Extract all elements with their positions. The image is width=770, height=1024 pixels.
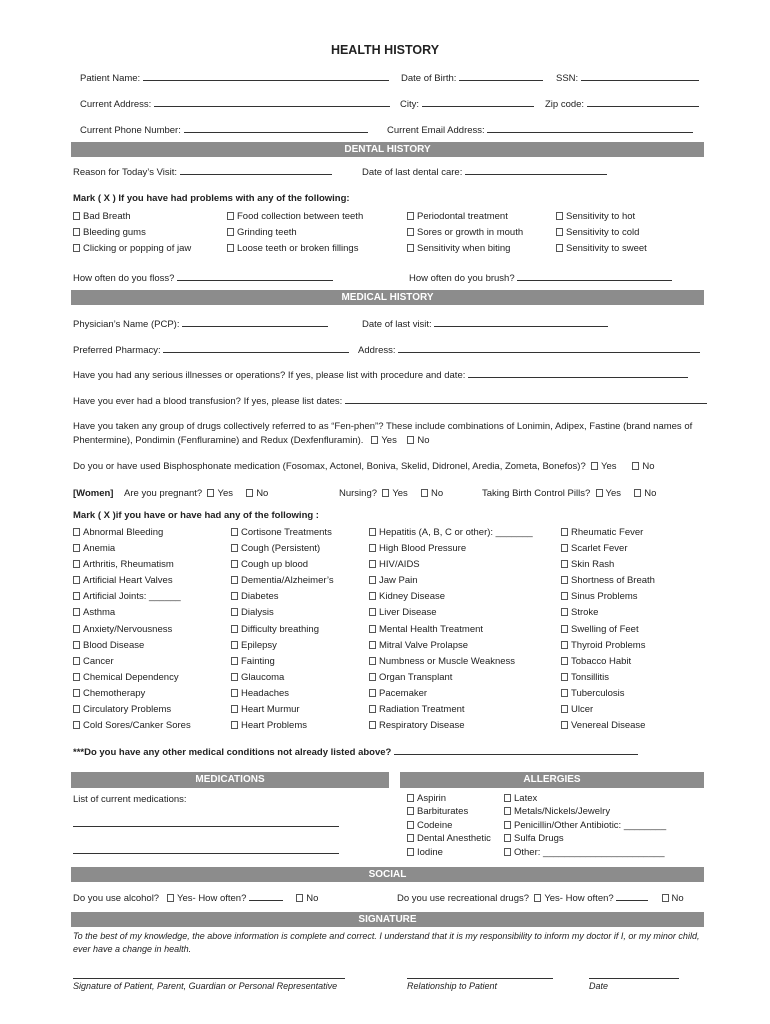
medical-checkbox-item[interactable]: Diabetes	[231, 589, 334, 605]
medical-checkbox-item[interactable]: Difficulty breathing	[231, 622, 334, 638]
last-visit-field[interactable]	[434, 318, 608, 327]
other-conditions-question: ***Do you have any other medical conditions not already listed above?	[73, 747, 392, 758]
checkbox-icon	[504, 794, 511, 802]
checkbox-icon	[561, 576, 568, 584]
medication-line-2[interactable]	[73, 845, 339, 857]
last-dental-label: Date of last dental care:	[362, 167, 463, 178]
medical-checkbox-item[interactable]: Glaucoma	[231, 670, 334, 686]
checkbox-icon	[73, 721, 80, 729]
medical-checkbox-item[interactable]: HIV/AIDS	[369, 557, 533, 573]
allergies-col-2	[504, 792, 666, 859]
checkbox-icon	[407, 834, 414, 842]
dental-checkbox-item[interactable]: Sensitivity to cold	[556, 225, 647, 241]
checkbox-icon[interactable]	[534, 894, 541, 902]
allergies-header: ALLERGIES	[400, 772, 704, 788]
brush-label: How often do you brush?	[409, 273, 515, 284]
allergy-checkbox-item[interactable]: Other: _______________________	[504, 846, 666, 859]
last-visit-label: Date of last visit:	[362, 319, 432, 330]
date-label: Date	[589, 981, 609, 991]
checkbox-icon	[561, 673, 568, 681]
checkbox-icon[interactable]	[662, 894, 669, 902]
email-label: Current Email Address:	[387, 125, 485, 136]
checkbox-icon	[369, 705, 376, 713]
checkbox-icon	[561, 705, 568, 713]
medical-col-4	[561, 525, 655, 734]
address-field[interactable]	[154, 98, 390, 107]
medical-checkbox-item[interactable]: Jaw Pain	[369, 573, 533, 589]
last-dental-field[interactable]	[465, 166, 607, 175]
reason-label: Reason for Today’s Visit:	[73, 167, 178, 178]
checkbox-icon[interactable]	[421, 489, 428, 497]
physician-label: Physician’s Name (PCP):	[73, 319, 180, 330]
medical-checkbox-item[interactable]: Dialysis	[231, 605, 334, 621]
checkbox-icon[interactable]	[596, 489, 603, 497]
medical-checkbox-item[interactable]: Respiratory Disease	[369, 718, 533, 734]
checkbox-icon	[231, 625, 238, 633]
medical-checkbox-item[interactable]: Cough up blood	[231, 557, 334, 573]
fenphen-question: Have you taken any group of drugs collectively referred to as “Fen-phen”? These include combinations of Lonimin, Adipex, Fastine (brand names of Phentermine), Pondimin (Fenfluramine) and Redux (Dexfenfluramin). Yes No	[73, 421, 693, 446]
checkbox-icon	[73, 560, 80, 568]
checkbox-icon	[73, 608, 80, 616]
address-label: Current Address:	[80, 99, 152, 110]
checkbox-icon	[369, 673, 376, 681]
pharmacy-field[interactable]	[163, 344, 349, 353]
checkbox-icon	[73, 657, 80, 665]
pregnant-question: Are you pregnant?	[124, 488, 203, 499]
dental-checkbox-item[interactable]: Sensitivity to sweet	[556, 241, 647, 257]
medical-checkbox-item[interactable]: Liver Disease	[369, 605, 533, 621]
checkbox-icon	[231, 705, 238, 713]
checkbox-icon	[231, 528, 238, 536]
checkbox-icon	[369, 608, 376, 616]
checkbox-icon	[561, 608, 568, 616]
women-label: [Women]	[73, 488, 114, 499]
checkbox-icon	[73, 212, 80, 220]
medical-checkbox-item[interactable]: Organ Transplant	[369, 670, 533, 686]
zip-field[interactable]	[587, 98, 699, 107]
medical-checkbox-item[interactable]: Cough (Persistent)	[231, 541, 334, 557]
brush-row	[409, 272, 672, 284]
relationship-label: Relationship to Patient	[407, 981, 498, 991]
dental-history-header: DENTAL HISTORY	[71, 142, 704, 157]
dental-col-4	[556, 209, 647, 257]
zip-label: Zip code:	[545, 99, 585, 110]
checkbox-icon[interactable]	[407, 436, 414, 444]
checkbox-icon	[369, 560, 376, 568]
medical-checkbox-item[interactable]: Kidney Disease	[369, 589, 533, 605]
city-field[interactable]	[422, 98, 534, 107]
patient-name-row	[80, 72, 389, 84]
medical-checkbox-item[interactable]: Tobacco Habit	[561, 654, 655, 670]
dental-checkbox-item[interactable]: Bleeding gums	[73, 225, 191, 241]
pharmacy-row	[73, 344, 349, 356]
checkbox-icon	[504, 821, 511, 829]
medical-checkbox-item[interactable]: Arthritis, Rheumatism	[73, 557, 191, 573]
medical-checkbox-item[interactable]: Fainting	[231, 654, 334, 670]
checkbox-icon	[231, 641, 238, 649]
signature-header: SIGNATURE	[71, 912, 704, 927]
checkbox-icon	[556, 244, 563, 252]
checkbox-icon	[561, 689, 568, 697]
medical-checkbox-item[interactable]: Sinus Problems	[561, 589, 655, 605]
checkbox-icon	[369, 689, 376, 697]
medical-checkbox-item[interactable]: Stroke	[561, 605, 655, 621]
dental-checkbox-item[interactable]: Grinding teeth	[227, 225, 363, 241]
medical-checkbox-item[interactable]: Epilepsy	[231, 638, 334, 654]
medical-checkbox-item[interactable]: Anemia	[73, 541, 191, 557]
checkbox-icon	[561, 625, 568, 633]
phone-label: Current Phone Number:	[80, 125, 181, 136]
patient-name-label: Patient Name:	[80, 73, 141, 84]
medical-checkbox-item[interactable]: Rheumatic Fever	[561, 525, 655, 541]
dental-checkbox-item[interactable]: Periodontal treatment	[407, 209, 523, 225]
medical-checkbox-item[interactable]: Heart Murmur	[231, 702, 334, 718]
last-dental-row	[362, 166, 607, 178]
dental-col-3	[407, 209, 523, 257]
dental-checkbox-item[interactable]: Sores or growth in mouth	[407, 225, 523, 241]
medical-checkbox-item[interactable]: High Blood Pressure	[369, 541, 533, 557]
checkbox-icon	[227, 212, 234, 220]
medical-checkbox-item[interactable]: Cancer	[73, 654, 191, 670]
checkbox-icon	[504, 848, 511, 856]
bisphos-row: Do you or have used Bisphosphonate medication (Fosomax, Actonel, Boniva, Skelid, Didronel, Aredia, Zometa, Bonefos)? Yes No	[73, 461, 655, 472]
checkbox-icon[interactable]	[207, 489, 214, 497]
checkbox-icon	[561, 641, 568, 649]
medical-mark-label: Mark ( X )if you have or have had any of the following :	[73, 510, 319, 521]
floss-label: How often do you floss?	[73, 273, 175, 284]
checkbox-icon	[369, 625, 376, 633]
checkbox-icon	[73, 576, 80, 584]
phone-field[interactable]	[184, 124, 368, 133]
signature-label: Signature of Patient, Parent, Guardian or Personal Representative	[73, 981, 338, 991]
checkbox-icon[interactable]	[634, 489, 641, 497]
medical-checkbox-item[interactable]: Blood Disease	[73, 638, 191, 654]
checkbox-icon	[407, 794, 414, 802]
medical-checkbox-item[interactable]: Asthma	[73, 605, 191, 621]
checkbox-icon	[369, 528, 376, 536]
checkbox-icon	[231, 544, 238, 552]
medical-checkbox-item[interactable]: Thyroid Problems	[561, 638, 655, 654]
floss-row	[73, 272, 333, 284]
checkbox-icon	[407, 848, 414, 856]
dob-label: Date of Birth:	[401, 73, 457, 84]
medical-checkbox-item[interactable]: Tonsillitis	[561, 670, 655, 686]
checkbox-icon	[407, 244, 414, 252]
checkbox-icon	[407, 821, 414, 829]
physician-field[interactable]	[182, 318, 328, 327]
medical-col-1	[73, 525, 191, 734]
medical-checkbox-item[interactable]: Artificial Joints: ______	[73, 589, 191, 605]
alcohol-question: Do you use alcohol?	[73, 893, 160, 904]
dob-row	[401, 72, 543, 84]
checkbox-icon	[369, 657, 376, 665]
checkbox-icon	[73, 689, 80, 697]
dental-mark-label: Mark ( X ) If you have had problems with any of the following:	[73, 193, 350, 204]
checkbox-icon	[73, 544, 80, 552]
ssn-label: SSN:	[556, 73, 579, 84]
checkbox-icon	[231, 721, 238, 729]
medical-checkbox-item[interactable]: Circulatory Problems	[73, 702, 191, 718]
dental-col-2	[227, 209, 363, 257]
checkbox-icon[interactable]	[246, 489, 253, 497]
nursing-question: Nursing?	[339, 488, 378, 499]
checkbox-icon	[231, 689, 238, 697]
medical-checkbox-item[interactable]: Scarlet Fever	[561, 541, 655, 557]
medical-checkbox-item[interactable]: Pacemaker	[369, 686, 533, 702]
signature-statement: To the best of my knowledge, the above information is complete and correct. I understand that it is my responsibility to inform my doctor if I, or my minor child, ever have a change in health.	[73, 931, 700, 954]
medical-history-header: MEDICAL HISTORY	[71, 290, 704, 305]
checkbox-icon	[369, 544, 376, 552]
medical-checkbox-item[interactable]: Cold Sores/Canker Sores	[73, 718, 191, 734]
checkbox-icon	[369, 576, 376, 584]
medical-checkbox-item[interactable]: Dementia/Alzheimer’s	[231, 573, 334, 589]
ssn-row	[556, 72, 699, 84]
checkbox-icon	[231, 673, 238, 681]
checkbox-icon	[561, 592, 568, 600]
illness-row	[73, 369, 688, 381]
checkbox-icon	[227, 244, 234, 252]
medical-checkbox-item[interactable]: Mitral Valve Prolapse	[369, 638, 533, 654]
medication-line-1[interactable]	[73, 818, 339, 830]
checkbox-icon	[227, 228, 234, 236]
illness-question: Have you had any serious illnesses or operations? If yes, please list with procedure and date:	[73, 370, 466, 381]
patient-name-field[interactable]	[143, 72, 389, 81]
pharmacy-address-row	[358, 344, 700, 356]
medical-checkbox-item[interactable]: Tuberculosis	[561, 686, 655, 702]
medical-checkbox-item[interactable]: Headaches	[231, 686, 334, 702]
brush-field[interactable]	[517, 272, 672, 281]
medical-checkbox-item[interactable]: Mental Health Treatment	[369, 622, 533, 638]
allergy-checkbox-item[interactable]: Penicillin/Other Antibiotic: ________	[504, 819, 666, 832]
medical-checkbox-item[interactable]: Swelling of Feet	[561, 622, 655, 638]
medical-checkbox-item[interactable]: Chemical Dependency	[73, 670, 191, 686]
illness-field[interactable]	[468, 369, 688, 378]
phone-row	[80, 124, 368, 136]
floss-field[interactable]	[177, 272, 333, 281]
pharmacy-label: Preferred Pharmacy:	[73, 345, 161, 356]
reason-row	[73, 166, 332, 178]
reason-field[interactable]	[180, 166, 332, 175]
checkbox-icon	[504, 807, 511, 815]
alcohol-frequency-field[interactable]	[249, 892, 283, 901]
alcohol-row: Do you use alcohol? Yes- How often? No	[73, 893, 319, 904]
email-field[interactable]	[487, 124, 693, 133]
drugs-question: Do you use recreational drugs?	[397, 893, 530, 904]
checkbox-icon	[231, 592, 238, 600]
dental-checkbox-item[interactable]: Bad Breath	[73, 209, 191, 225]
allergy-checkbox-item[interactable]: Sulfa Drugs	[504, 832, 666, 845]
checkbox-icon	[73, 625, 80, 633]
nursing-row: Nursing? Yes No	[339, 488, 444, 499]
checkbox-icon[interactable]	[167, 894, 174, 902]
medical-col-2	[231, 525, 334, 734]
dental-col-1	[73, 209, 191, 257]
checkbox-icon	[73, 244, 80, 252]
checkbox-icon	[369, 641, 376, 649]
dental-checkbox-item[interactable]: Sensitivity to hot	[556, 209, 647, 225]
dental-checkbox-item[interactable]: Loose teeth or broken fillings	[227, 241, 363, 257]
medical-checkbox-item[interactable]: Anxiety/Nervousness	[73, 622, 191, 638]
transfusion-question: Have you ever had a blood transfusion? If yes, please list dates:	[73, 396, 343, 407]
medical-checkbox-item[interactable]: Radiation Treatment	[369, 702, 533, 718]
social-header: SOCIAL	[71, 867, 704, 882]
medical-checkbox-item[interactable]: Skin Rash	[561, 557, 655, 573]
medical-checkbox-item[interactable]: Venereal Disease	[561, 718, 655, 734]
physician-row	[73, 318, 328, 330]
dental-checkbox-item[interactable]: Clicking or popping of jaw	[73, 241, 191, 257]
medical-checkbox-item[interactable]: Numbness or Muscle Weakness	[369, 654, 533, 670]
allergy-checkbox-item[interactable]: Metals/Nickels/Jewelry	[504, 805, 666, 818]
checkbox-icon[interactable]	[632, 462, 639, 470]
transfusion-field[interactable]	[345, 395, 707, 404]
birth-control-question: Taking Birth Control Pills?	[482, 488, 591, 499]
pharmacy-address-label: Address:	[358, 345, 396, 356]
women-row: [Women] Are you pregnant? Yes No	[73, 488, 269, 499]
transfusion-row	[73, 395, 707, 407]
allergy-checkbox-item[interactable]: Dental Anesthetic	[407, 832, 491, 845]
zip-row	[545, 98, 699, 110]
checkbox-icon	[561, 721, 568, 729]
checkbox-icon	[407, 212, 414, 220]
checkbox-icon	[73, 228, 80, 236]
checkbox-icon	[561, 657, 568, 665]
dob-field[interactable]	[459, 72, 543, 81]
checkbox-icon[interactable]	[296, 894, 303, 902]
checkbox-icon[interactable]	[591, 462, 598, 470]
checkbox-icon	[504, 834, 511, 842]
allergies-col-1	[407, 792, 491, 859]
checkbox-icon	[556, 228, 563, 236]
allergy-checkbox-item[interactable]: Aspirin	[407, 792, 491, 805]
allergy-checkbox-item[interactable]: Codeine	[407, 819, 491, 832]
medical-checkbox-item[interactable]: Abnormal Bleeding	[73, 525, 191, 541]
medical-checkbox-item[interactable]: Artificial Heart Valves	[73, 573, 191, 589]
address-row	[80, 98, 390, 110]
checkbox-icon[interactable]	[382, 489, 389, 497]
checkbox-icon	[231, 560, 238, 568]
ssn-field[interactable]	[581, 72, 699, 81]
checkbox-icon	[561, 560, 568, 568]
email-row	[387, 124, 693, 136]
drugs-frequency-field[interactable]	[616, 892, 648, 901]
checkbox-icon	[369, 721, 376, 729]
other-conditions-field[interactable]	[394, 746, 638, 755]
medical-checkbox-item[interactable]: Chemotherapy	[73, 686, 191, 702]
medical-checkbox-item[interactable]: Shortness of Breath	[561, 573, 655, 589]
dental-checkbox-item[interactable]: Sensitivity when biting	[407, 241, 523, 257]
pharmacy-address-field[interactable]	[398, 344, 700, 353]
last-visit-row	[362, 318, 608, 330]
birth-control-row: Taking Birth Control Pills? Yes No	[482, 488, 657, 499]
city-label: City:	[400, 99, 419, 110]
page-title: HEALTH HISTORY	[330, 43, 440, 57]
city-row	[400, 98, 534, 110]
checkbox-icon	[561, 528, 568, 536]
checkbox-icon	[231, 576, 238, 584]
allergy-checkbox-item[interactable]: Latex	[504, 792, 666, 805]
checkbox-icon	[561, 544, 568, 552]
checkbox-icon	[407, 228, 414, 236]
medications-header: MEDICATIONS	[71, 772, 389, 788]
checkbox-icon	[369, 592, 376, 600]
checkbox-icon[interactable]	[371, 436, 378, 444]
dental-checkbox-item[interactable]: Food collection between teeth	[227, 209, 363, 225]
checkbox-icon	[231, 608, 238, 616]
other-conditions-row	[73, 746, 638, 758]
checkbox-icon	[231, 657, 238, 665]
medical-checkbox-item[interactable]: Ulcer	[561, 702, 655, 718]
medical-checkbox-item[interactable]: Heart Problems	[231, 718, 334, 734]
checkbox-icon	[73, 705, 80, 713]
medical-col-3	[369, 525, 533, 734]
allergy-checkbox-item[interactable]: Iodine	[407, 846, 491, 859]
medical-checkbox-item[interactable]: Hepatitis (A, B, C or other): _______	[369, 525, 533, 541]
checkbox-icon	[73, 641, 80, 649]
drugs-row: Do you use recreational drugs? Yes- How often? No	[397, 893, 684, 904]
medical-checkbox-item[interactable]: Cortisone Treatments	[231, 525, 334, 541]
checkbox-icon	[73, 592, 80, 600]
checkbox-icon	[73, 528, 80, 536]
checkbox-icon	[407, 807, 414, 815]
checkbox-icon	[73, 673, 80, 681]
bisphos-question: Do you or have used Bisphosphonate medication (Fosomax, Actonel, Boniva, Skelid, Didronel, Aredia, Zometa, Bonefos)?	[73, 461, 586, 472]
checkbox-icon	[556, 212, 563, 220]
medications-list-label: List of current medications:	[73, 794, 187, 805]
allergy-checkbox-item[interactable]: Barbiturates	[407, 805, 491, 818]
